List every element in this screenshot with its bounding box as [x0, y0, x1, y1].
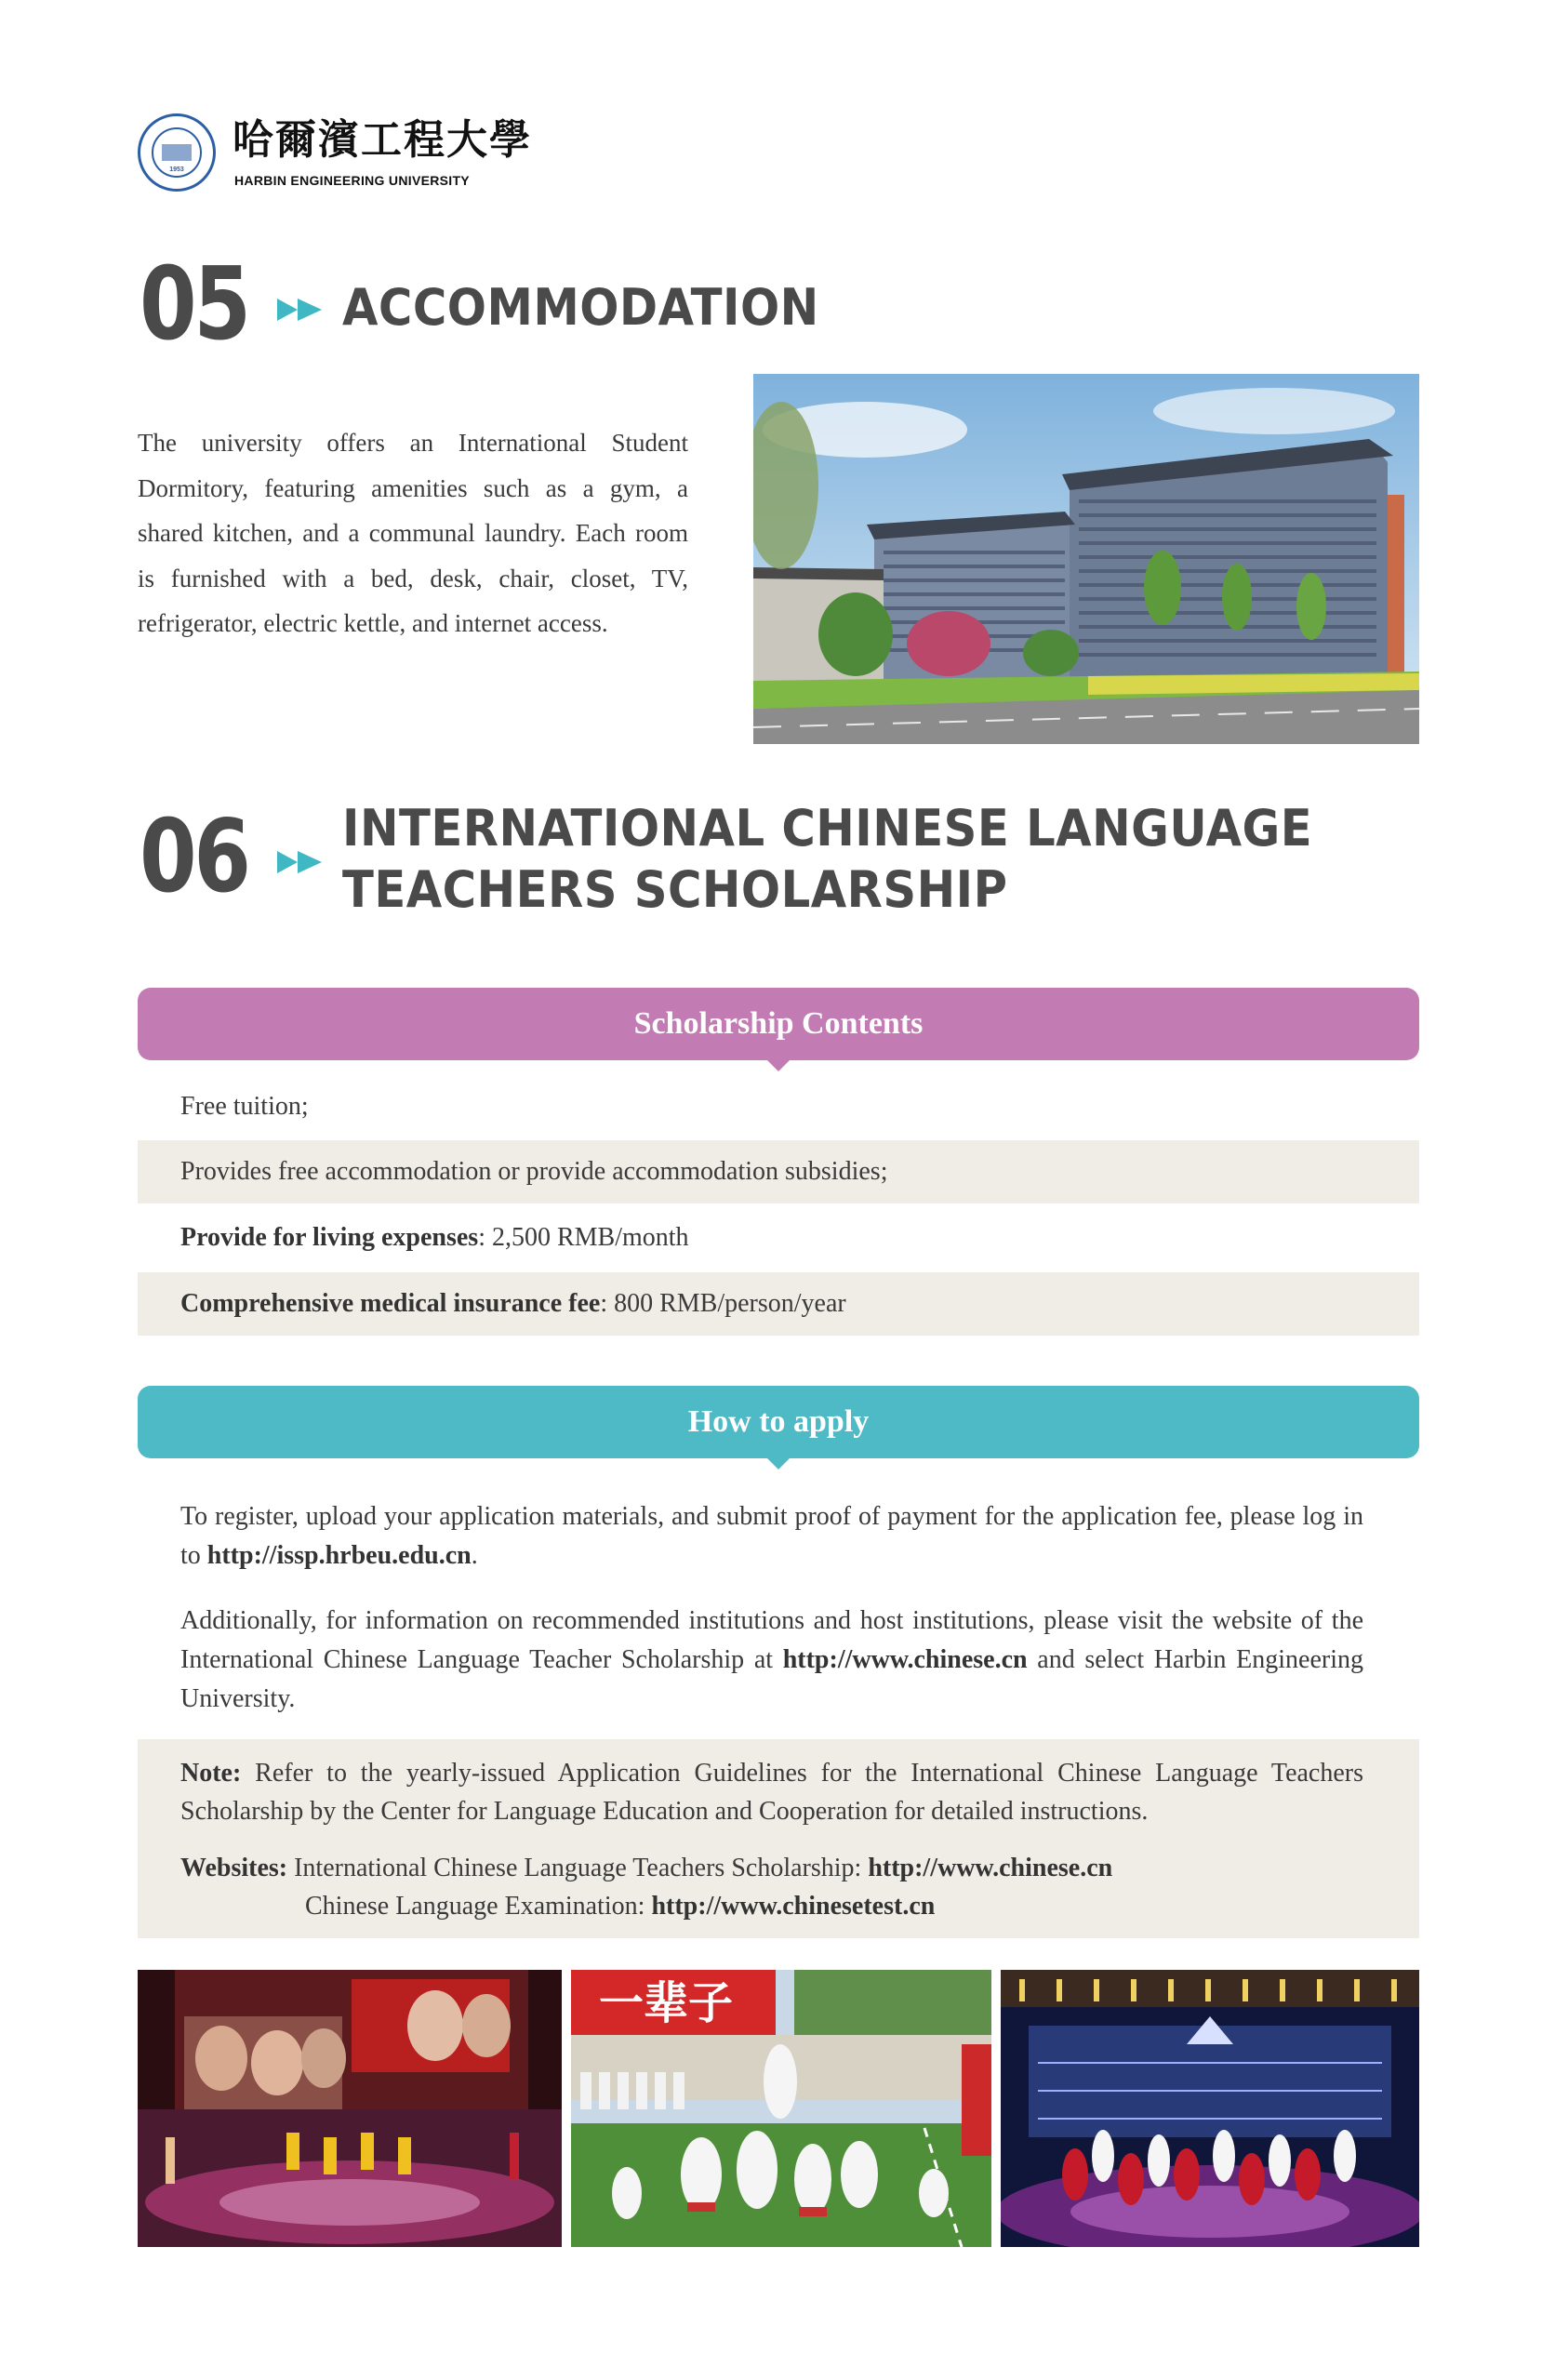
section-number-06: 06	[140, 799, 248, 915]
apply-paragraph-institutions: Additionally, for information on recommended institutions and host institutions, please visit the website of the International Chinese Language Teacher Scholarship at http://www.chinese.cn and select Harbin Engineering University.	[180, 1606, 1364, 1713]
issp-link[interactable]: http://issp.hrbeu.edu.cn	[206, 1541, 472, 1570]
chinese-cn-link[interactable]: http://www.chinese.cn	[782, 1645, 1028, 1674]
photo-banner-text: 一辈子	[599, 1977, 734, 2029]
scholarship-contents-title: Scholarship Contents	[633, 1006, 924, 1041]
how-to-apply-header	[138, 1386, 1419, 1458]
medical-insurance-value: : 800 RMB/person/year	[600, 1289, 846, 1318]
university-seal-icon	[138, 113, 216, 192]
sports-field-performance-photo	[571, 1970, 991, 2247]
chinesetest-link[interactable]: http://www.chinesetest.cn	[651, 1892, 936, 1921]
scholarship-item-medical-insurance	[138, 1272, 1419, 1336]
university-name-english: HARBIN ENGINEERING UNIVERSITY	[234, 173, 470, 188]
seal-year: 1953	[169, 166, 184, 173]
note-box	[138, 1739, 1419, 1938]
stage-performance-photo	[138, 1970, 562, 2247]
note-label: Note:	[180, 1759, 242, 1788]
double-arrow-icon	[277, 848, 326, 876]
dormitory-photo	[753, 374, 1419, 744]
apply-paragraph-register: To register, upload your application materials, and submit proof of payment for the application fee, please log in to http://issp.hrbeu.edu.cn.	[180, 1502, 1363, 1570]
how-to-apply-title: How to apply	[687, 1404, 870, 1439]
header-pointer	[766, 1059, 791, 1071]
accommodation-description: The university offers an International Student Dormitory, featuring amenities such as a gym, a shared kitchen, and a communal laundry. Each room is furnished with a bed, desk, chair, closet, TV, refrigerator, electric kettle, and internet access.	[138, 429, 688, 637]
living-expenses-value: : 2,500 RMB/month	[478, 1223, 689, 1252]
scholarship-item-tuition: Free tuition;	[180, 1092, 309, 1121]
note-paragraph: Note: Refer to the yearly-issued Application Guidelines for the International Chinese Language Teachers Scholarship by the Center for Language Education and Cooperation for detailed instructions.	[180, 1759, 1363, 1826]
header-pointer	[766, 1457, 791, 1469]
section-title-accommodation: ACCOMMODATION	[342, 278, 819, 337]
section-title-line-1: INTERNATIONAL CHINESE LANGUAGE	[342, 799, 1313, 858]
section-title-scholarship	[342, 798, 1312, 921]
double-arrow-icon	[277, 296, 326, 324]
university-logo	[138, 113, 532, 197]
section-number-05: 05	[140, 246, 248, 363]
chinese-cn-website-link[interactable]: http://www.chinese.cn	[868, 1854, 1113, 1882]
websites-line-1: Websites: International Chinese Language Teachers Scholarship: http://www.chinese.cn	[180, 1854, 1113, 1882]
medical-insurance-label: Comprehensive medical insurance fee	[180, 1289, 601, 1318]
websites-line-2: Chinese Language Examination: http://www.chinesetest.cn	[305, 1892, 936, 1921]
living-expenses-label: Provide for living expenses	[180, 1223, 479, 1252]
scholarship-item-living-expenses	[138, 1206, 1419, 1270]
dance-performance-photo	[1001, 1970, 1419, 2247]
websites-label: Websites:	[180, 1854, 288, 1882]
scholarship-item-accommodation: Provides free accommodation or provide accommodation subsidies;	[138, 1140, 1419, 1203]
section-title-line-2: TEACHERS SCHOLARSHIP	[342, 860, 1008, 919]
university-name-chinese: 哈爾濱工程大學	[233, 116, 532, 164]
scholarship-contents-header	[138, 988, 1419, 1060]
